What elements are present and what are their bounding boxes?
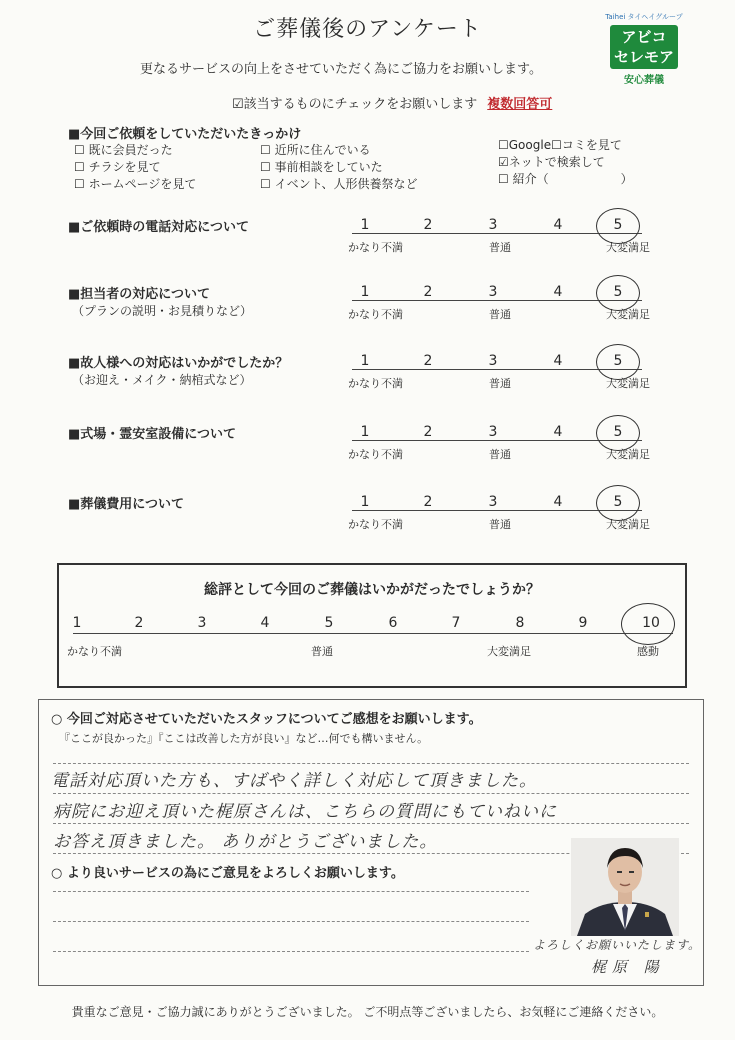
rating-option-1[interactable]: 1 bbox=[360, 494, 370, 510]
comment-q1-hint: 『ここが良かった』『ここは改善した方が良い』など…何でも構いません。 bbox=[59, 732, 429, 745]
rating-option-4[interactable]: 4 bbox=[553, 353, 563, 369]
rating-label-low: かなり不満 bbox=[348, 448, 403, 461]
rating-label-high: 大変満足 bbox=[606, 377, 650, 390]
rating-title: ■ご依頼時の電話対応について bbox=[68, 220, 250, 235]
dash-line-7 bbox=[53, 951, 529, 952]
q1-option-member[interactable]: ☐ 既に会員だった bbox=[74, 143, 173, 157]
rating-option-5[interactable]: 5 bbox=[613, 217, 623, 233]
rating-subtitle: （プランの説明・お見積りなど） bbox=[72, 304, 253, 318]
staff-name: 梶原 陽 bbox=[591, 958, 665, 976]
comment-q2-title: ○ より良いサービスの為にご意見をよろしくお願いします。 bbox=[51, 866, 404, 881]
handwritten-line-3: お答え頂きました。 ありがとうございました。 bbox=[53, 832, 438, 852]
staff-message: よろしくお願いいたします。 bbox=[533, 938, 702, 952]
q1-option-neighbor[interactable]: ☐ 近所に住んでいる bbox=[260, 143, 371, 157]
rating-option-1[interactable]: 1 bbox=[360, 353, 370, 369]
instruction-text: 該当するものにチェックをお願いします bbox=[243, 97, 478, 112]
footer-text: 貴重なご意見・ご協力誠にありがとうございました。 ご不明点等ございましたら、お気軽にご連絡ください。 bbox=[71, 1005, 664, 1019]
logo-line2: セレモア bbox=[613, 48, 674, 66]
q1-col2 bbox=[260, 142, 418, 193]
overall-label-low: かなり不満 bbox=[67, 645, 122, 658]
rating-option-2[interactable]: 2 bbox=[423, 353, 433, 369]
comment-q1-title: ○ 今回ご対応させていただいたスタッフについてご感想をお願いします。 bbox=[51, 712, 482, 727]
check-icon: ☑ bbox=[232, 97, 244, 112]
rating-option-4[interactable]: 4 bbox=[553, 217, 563, 233]
company-logo bbox=[596, 12, 692, 86]
rating-label-high: 大変満足 bbox=[606, 448, 650, 461]
rating-title: ■葬儀費用について bbox=[68, 497, 185, 512]
rating-label-high: 大変満足 bbox=[606, 308, 650, 321]
rating-option-5[interactable]: 5 bbox=[613, 494, 623, 510]
rating-label-low: かなり不満 bbox=[348, 518, 403, 531]
q1-option-net-search[interactable]: ☑ネットで検索して bbox=[498, 155, 605, 169]
q1-option-event[interactable]: ☐ イベント、人形供養祭など bbox=[260, 177, 418, 191]
overall-label-high: 大変満足 bbox=[487, 645, 531, 658]
handwritten-line-1: 電話対応頂いた方も、すばやく詳しく対応して頂きました。 bbox=[51, 771, 537, 791]
overall-option-1[interactable]: 1 bbox=[72, 615, 82, 631]
rating-option-3[interactable]: 3 bbox=[488, 424, 498, 440]
dash-line-3 bbox=[53, 823, 689, 824]
page-title: ご葬儀後のアンケート bbox=[253, 17, 482, 42]
dash-line-1 bbox=[53, 763, 689, 764]
logo-tagline: 安心葬儀 bbox=[624, 75, 664, 86]
rating-label-high: 大変満足 bbox=[606, 518, 650, 531]
rating-option-3[interactable]: 3 bbox=[488, 353, 498, 369]
rating-option-1[interactable]: 1 bbox=[360, 284, 370, 300]
rating-option-2[interactable]: 2 bbox=[423, 424, 433, 440]
q1-title: ■今回ご依頼をしていただいたきっかけ bbox=[68, 127, 302, 142]
rating-label-mid: 普通 bbox=[489, 518, 511, 531]
rating-option-4[interactable]: 4 bbox=[553, 494, 563, 510]
q1-option-homepage[interactable]: ☐ ホームページを見て bbox=[74, 177, 197, 191]
rating-option-5[interactable]: 5 bbox=[613, 353, 623, 369]
rating-option-1[interactable]: 1 bbox=[360, 424, 370, 440]
logo-line1: アビコ bbox=[621, 28, 667, 46]
rating-label-low: かなり不満 bbox=[348, 377, 403, 390]
rating-option-4[interactable]: 4 bbox=[553, 284, 563, 300]
rating-label-low: かなり不満 bbox=[348, 241, 403, 254]
q1-col1 bbox=[74, 142, 196, 193]
overall-option-5[interactable]: 5 bbox=[324, 615, 334, 631]
overall-option-3[interactable]: 3 bbox=[197, 615, 207, 631]
rating-option-2[interactable]: 2 bbox=[423, 217, 433, 233]
overall-option-10[interactable]: 10 bbox=[642, 615, 660, 631]
rating-subtitle: （お迎え・メイク・納棺式など） bbox=[72, 373, 252, 387]
overall-option-2[interactable]: 2 bbox=[134, 615, 144, 631]
q1-option-google[interactable]: ☐Google☐コミを見て bbox=[498, 138, 622, 152]
rating-label-high: 大変満足 bbox=[606, 241, 650, 254]
rating-option-1[interactable]: 1 bbox=[360, 217, 370, 233]
logo-group-text: Taihei タイヘイグループ bbox=[605, 13, 683, 21]
q1-option-consult[interactable]: ☐ 事前相談をしていた bbox=[260, 160, 383, 174]
rating-label-mid: 普通 bbox=[489, 308, 511, 321]
overall-option-9[interactable]: 9 bbox=[578, 615, 588, 631]
staff-photo bbox=[571, 838, 679, 936]
rating-label-low: かなり不満 bbox=[348, 308, 403, 321]
overall-scale-line bbox=[73, 633, 673, 634]
overall-label-top: 感動 bbox=[637, 645, 659, 658]
logo-box bbox=[610, 25, 678, 69]
rating-option-2[interactable]: 2 bbox=[423, 494, 433, 510]
handwritten-line-2: 病院にお迎え頂いた梶原さんは、こちらの質問にもていねいに bbox=[53, 802, 557, 822]
dash-line-2 bbox=[53, 793, 689, 794]
overall-option-8[interactable]: 8 bbox=[515, 615, 525, 631]
q1-col3 bbox=[498, 137, 633, 188]
overall-title: 総評として今回のご葬儀はいかがだったでしょうか？ bbox=[204, 582, 540, 598]
overall-label-mid: 普通 bbox=[311, 645, 333, 658]
dash-line-6 bbox=[53, 921, 529, 922]
dash-line-5 bbox=[53, 891, 529, 892]
overall-box bbox=[57, 563, 687, 688]
rating-label-mid: 普通 bbox=[489, 448, 511, 461]
rating-label-mid: 普通 bbox=[489, 377, 511, 390]
rating-option-3[interactable]: 3 bbox=[488, 284, 498, 300]
instruction-line bbox=[232, 93, 552, 112]
rating-option-3[interactable]: 3 bbox=[488, 494, 498, 510]
rating-title: ■故人様への対応はいかがでしたか？ bbox=[68, 356, 289, 371]
overall-option-4[interactable]: 4 bbox=[260, 615, 270, 631]
rating-option-5[interactable]: 5 bbox=[613, 284, 623, 300]
overall-selected-circle-mark bbox=[621, 603, 675, 645]
rating-title: ■式場・霊安室設備について bbox=[68, 427, 237, 442]
rating-title: ■担当者の対応について bbox=[68, 287, 211, 302]
rating-option-4[interactable]: 4 bbox=[553, 424, 563, 440]
rating-option-3[interactable]: 3 bbox=[488, 217, 498, 233]
multiple-answer-note: 複数回答可 bbox=[487, 97, 553, 112]
rating-label-mid: 普通 bbox=[489, 241, 511, 254]
rating-option-5[interactable]: 5 bbox=[613, 424, 623, 440]
page-subtitle: 更なるサービスの向上をさせていただく為にご協力をお願いします。 bbox=[140, 62, 542, 77]
overall-option-7[interactable]: 7 bbox=[451, 615, 461, 631]
rating-option-2[interactable]: 2 bbox=[423, 284, 433, 300]
q1-option-flyer[interactable]: ☐ チラシを見て bbox=[74, 160, 161, 174]
overall-option-6[interactable]: 6 bbox=[388, 615, 398, 631]
q1-option-referral[interactable]: ☐ 紹介（ ） bbox=[498, 172, 633, 186]
